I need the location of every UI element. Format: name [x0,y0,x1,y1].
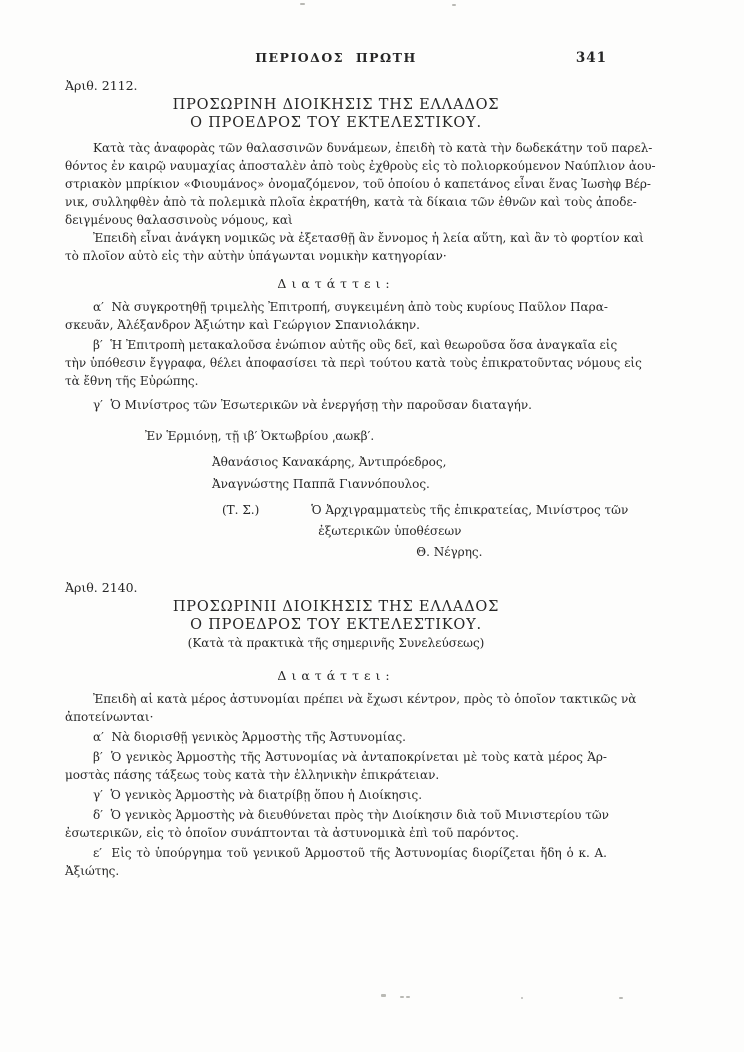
paragraph [65,690,637,726]
body-line: ἐσωτερικῶν, εἰς τὸ ὁποῖον συνάπτονται τὰ ἀστυνομικὰ ἐπὶ τοῦ παρόντος. [65,826,519,840]
dateline: Ἐν Ἑρμιόνῃ, τῇ ιβ′ Ὀκτωβρίου ͵αωκβ′. [145,429,375,443]
decree-title-line2: Ο ΠΡΟΕΔΡΟΣ ΤΟΥ ΕΚΤΕΛΕΣΤΙΚΟΥ. [190,617,482,633]
secretary-name: Θ. Νέγρης. [416,545,483,559]
decree-item [65,728,607,746]
decree-item [65,806,607,842]
decree-item [65,336,642,390]
body-line: στριακὸν μπρίκιον «Φιουμάνος» ὀνομαζόμενον, τοῦ ὁποίου ὁ καπετάνος εἶναι ἕνας Ἰωσὴφ Βέρ- [65,177,651,191]
decree-subtitle: (Κατὰ τὰ πρακτικὰ τῆς σημερινῆς Συνελεύσεως) [187,636,485,650]
body-line: Ἐπειδὴ εἶναι ἀνάγκη νομικῶς νὰ ἐξετασθῇ ἂν ἔννομος ἡ λεία αὕτη, καὶ ἂν τὸ φορτίον καὶ [93,231,644,245]
body-line: γ′ Ὁ Μινίστρος τῶν Ἐσωτερικῶν νὰ ἐνεργήσῃ τὴν παροῦσαν διαταγήν. [93,398,532,412]
paragraph [65,139,656,229]
decree-title: ΠΡΟΣΩΡΙΝΗ ΔΙΟΙΚΗΣΙΣ ΤΗΣ ΕΛΛΑΔΟΣ [172,97,500,113]
scan-speck [452,4,456,6]
body-line: σκευᾶν, Ἀλέξανδρον Ἀξιώτην καὶ Γεώργιον Σπανιολάκην. [65,318,420,332]
body-line: Κατὰ τὰς ἀναφορὰς τῶν θαλασσινῶν δυνάμεων, ἐπειδὴ τὸ κατὰ τὴν δωδεκάτην τοῦ παρελ- [93,141,653,155]
body-line: Ἀξιώτης. [65,864,120,878]
body-line: τὴν ὑπόθεσιν ἔγγραφα, θέλει ἀποφασίσει τὰ περὶ τούτου κατὰ τοὺς ἐπικρατοῦντας νόμους εἰς [65,356,642,370]
document-body [65,77,656,880]
body-line: δειγμένους θαλασσινοὺς νόμους, καὶ [65,213,293,227]
decree-section [65,77,656,563]
body-line: νικ, συλληφθὲν ἀπὸ τὰ πολεμικὰ πλοῖα ἐκρατήθη, κατὰ τὰ δίκαια τῶν ἐθνῶν καὶ τοὺς ἀποδε- [65,195,637,209]
signature-line: Ἀθανάσιος Κανακάρης, Ἀντιπρόεδρος, [212,455,447,469]
decree-title: ΠΡΟΣΩΡΙΝΙΙ ΔΙΟΙΚΗΣΙΣ ΤΗΣ ΕΛΛΑΔΟΣ [172,599,500,615]
running-header [65,50,607,68]
decree-number: Ἀριθ. 2112. [65,78,138,93]
page-number: 341 [575,50,607,66]
decree-title-line2: Ο ΠΡΟΕΔΡΟΣ ΤΟΥ ΕΚΤΕΛΕΣΤΙΚΟΥ. [190,115,482,131]
seal-mark: (Τ. Σ.) [222,503,260,517]
body-line: α′ Νὰ συγκροτηθῇ τριμελὴς Ἐπιτροπή, συγκειμένη ἀπὸ τοὺς κυρίους Παῦλον Παρα- [93,300,608,314]
scan-speck [619,997,623,999]
page-content [65,0,656,880]
decree-section [65,579,637,880]
body-line: δ′ Ὁ γενικὸς Ἁρμοστὴς νὰ διευθύνεται πρὸς τὴν Διοίκησιν διὰ τοῦ Μινιστερίου τῶν [93,808,609,822]
scan-speck [381,994,386,997]
decree-item [65,748,607,784]
scan-speck [300,3,305,5]
body-line: Ἐπειδὴ αἱ κατὰ μέρος ἀστυνομίαι πρέπει νὰ ἔχωσι κέντρον, πρὸς τὸ ὁποῖον τακτικῶς νὰ [93,692,637,706]
secretary-column [311,500,628,563]
body-line: α′ Νὰ διορισθῇ γενικὸς Ἁρμοστὴς τῆς Ἀστυνομίας. [93,730,406,744]
decree-item [65,298,607,334]
body-line: μοστὰς πάσης τάξεως τοὺς κατὰ τὴν ἑλληνικὴν ἐπικράτειαν. [65,768,440,782]
signature-line: Ἀναγνώστης Παππᾶ Γιαννόπουλος. [212,477,430,491]
decree-number: Ἀριθ. 2140. [65,580,138,595]
body-line: γ′ Ὁ γενικὸς Ἁρμοστὴς νὰ διατρίβῃ ὅπου ἡ Διοίκησις. [93,788,423,802]
body-line: τὰ ἔθνη τῆς Εὐρώπης. [65,374,199,388]
decree-item [65,844,607,880]
scan-speck [406,996,410,998]
body-line: β′ Ἡ Ἐπιτροπὴ μετακαλοῦσα ἐνώπιον αὐτῆς οὓς δεῖ, καὶ θεωροῦσα ὅσα ἀναγκαῖα εἰς [93,338,618,352]
decree-word: Διατάττει: [277,668,395,683]
body-line: θόντος ἐν καιρῷ ναυμαχίας ἀποσταλὲν ἀπὸ τοὺς ἐχθροὺς εἰς τὸ πολιορκούμενον Ναύπλιον ἀου- [65,159,656,173]
secretary-line: ἐξωτερικῶν ὑποθέσεων [318,524,462,538]
scan-speck [521,997,523,999]
paragraph [65,229,644,265]
body-line: ε′ Εἰς τὸ ὑπούργημα τοῦ γενικοῦ Ἁρμοστοῦ τῆς Ἀστυνομίας διορίζεται ἤδη ὁ κ. Α. [93,846,607,860]
decree-item [65,786,607,804]
body-line: β′ Ὁ γενικὸς Ἁρμοστὴς τῆς Ἀστυνομίας νὰ ἀνταποκρίνεται μὲ τοὺς κατὰ μέρος Ἁρ- [93,750,607,764]
body-line: τὸ πλοῖον αὐτὸ εἰς τὴν αὐτὴν ὑπάγωνται νομικὴν κατηγορίαν· [65,249,447,263]
scan-speck [400,996,404,998]
running-header-title: ΠΕΡΙΟΔΟΣ ΠΡΩΤΗ [255,50,417,65]
seal-row [65,500,629,563]
decree-word: Διατάττει: [277,276,395,291]
signature-block [65,451,607,495]
body-line: ἀποτείνωνται· [65,710,154,724]
secretary-line: Ὁ Ἀρχιγραμματεὺς τῆς ἐπικρατείας, Μινίστρος τῶν [311,503,629,517]
decree-item [65,396,607,414]
